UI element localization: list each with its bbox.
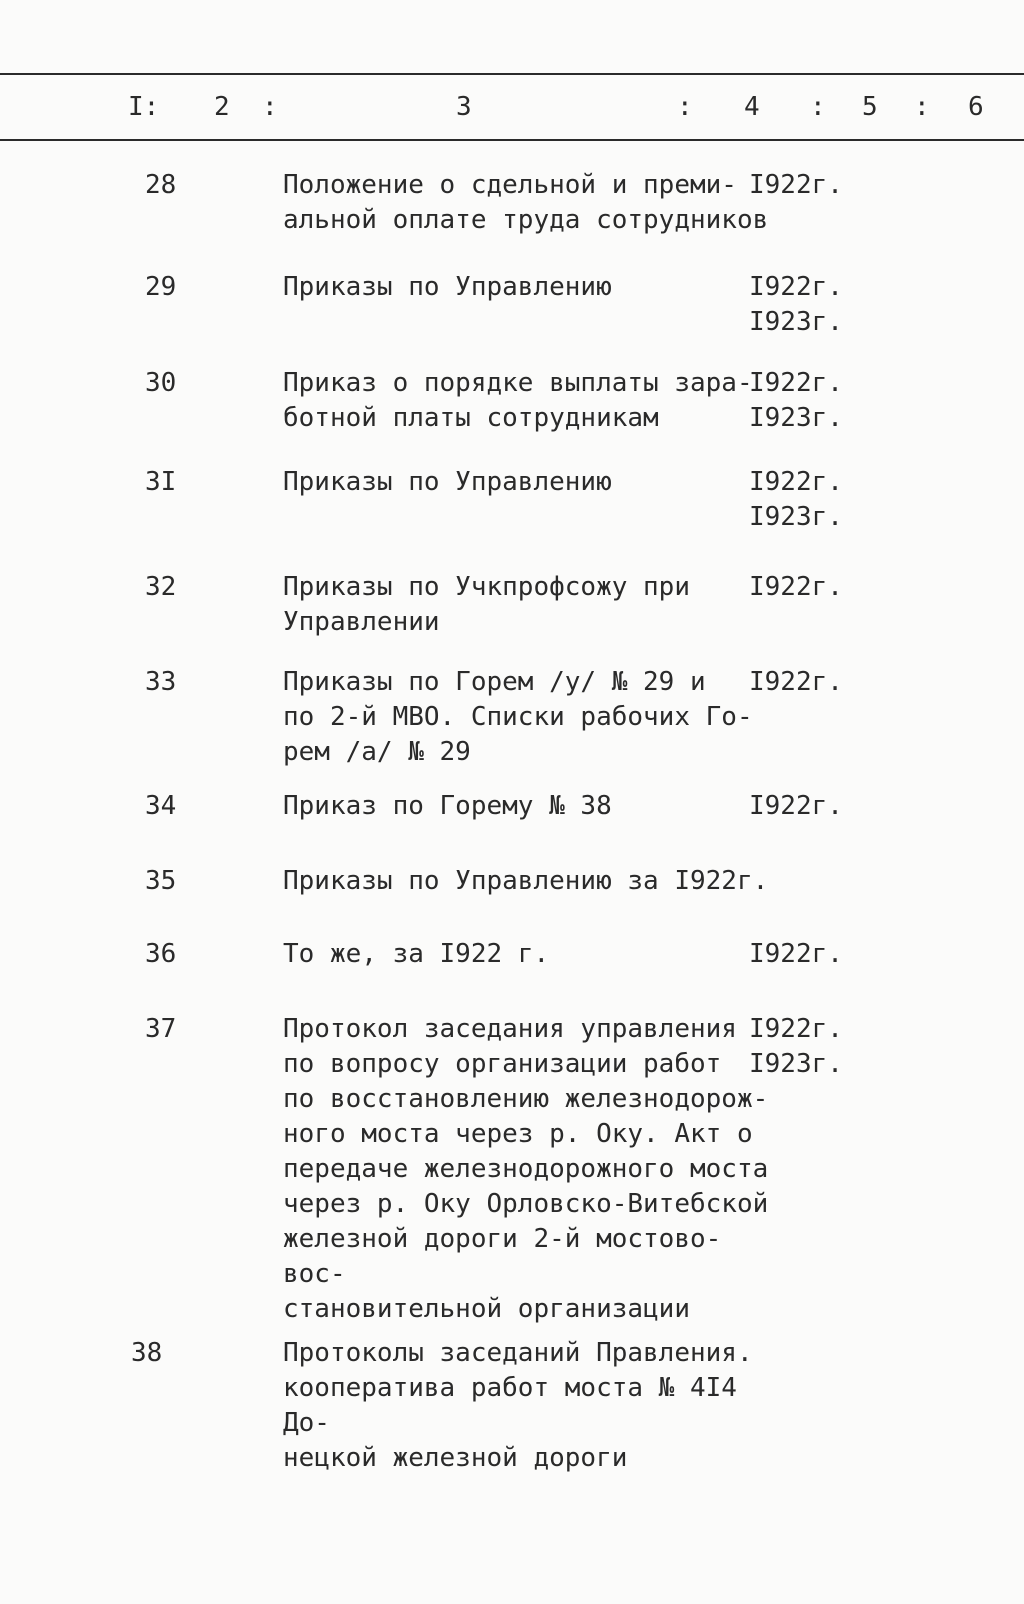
header-col3: 3 — [456, 92, 472, 122]
item-number: 32 — [145, 572, 177, 602]
header-col5: 5 — [862, 92, 878, 122]
item-dates: I922г. — [749, 939, 843, 969]
header-sep1: : — [262, 92, 278, 122]
item-title: Протоколы заседаний Правления. кооператива работ моста № 4I4 До- нецкой железной дороги — [283, 1338, 753, 1473]
table-header-rule — [0, 139, 1024, 141]
item-title: Приказы по Учкпрофсожу при Управлении — [283, 572, 690, 637]
item-dates: I922г. — [749, 170, 843, 200]
item-number: 35 — [145, 866, 177, 896]
item-title: То же, за I922 г. — [283, 939, 550, 969]
item-number: 28 — [145, 170, 177, 200]
item-number: 3I — [145, 467, 177, 497]
header-col6: 6 — [968, 92, 984, 122]
item-title: Протокол заседания управления по вопросу организации работ по восстановлению железнодорож- ного моста через р. Оку. Акт о передаче железнодорожного моста через р. Оку Орловско-Витебской железной дороги 2-й мостово-вос- становительной организации — [283, 1014, 769, 1324]
item-title: Приказы по Горем /у/ № 29 и по 2-й МВО. Списки рабочих Го- рем /а/ № 29 — [283, 667, 753, 767]
item-title: Приказ по Горему № 38 — [283, 791, 612, 821]
item-dates: I922г. I923г. — [749, 1014, 843, 1079]
header-col1: I: — [128, 92, 160, 122]
item-dates: I922г. — [749, 572, 843, 602]
item-dates: I922г. — [749, 791, 843, 821]
header-sep4: : — [914, 92, 930, 122]
item-dates: I922г. — [749, 667, 843, 697]
table-top-rule — [0, 73, 1024, 75]
item-title: Приказы по Управлению — [283, 272, 612, 302]
item-number: 38 — [131, 1338, 163, 1368]
item-number: 36 — [145, 939, 177, 969]
header-sep3: : — [810, 92, 826, 122]
item-number: 34 — [145, 791, 177, 821]
item-number: 37 — [145, 1014, 177, 1044]
item-dates: I922г. I923г. — [749, 368, 843, 433]
item-title: Приказы по Управлению за I922г. — [283, 866, 769, 896]
header-col4: 4 — [744, 92, 760, 122]
item-title: Приказ о порядке выплаты зара- ботной платы сотрудникам — [283, 368, 753, 433]
item-number: 29 — [145, 272, 177, 302]
item-dates: I922г. I923г. — [749, 467, 843, 532]
item-number: 33 — [145, 667, 177, 697]
item-number: 30 — [145, 368, 177, 398]
header-col2: 2 — [214, 92, 230, 122]
header-sep2: : — [677, 92, 693, 122]
item-title: Приказы по Управлению — [283, 467, 612, 497]
item-dates: I922г. I923г. — [749, 272, 843, 337]
item-title: Положение о сдельной и преми- альной оплате труда сотрудников — [283, 170, 769, 235]
